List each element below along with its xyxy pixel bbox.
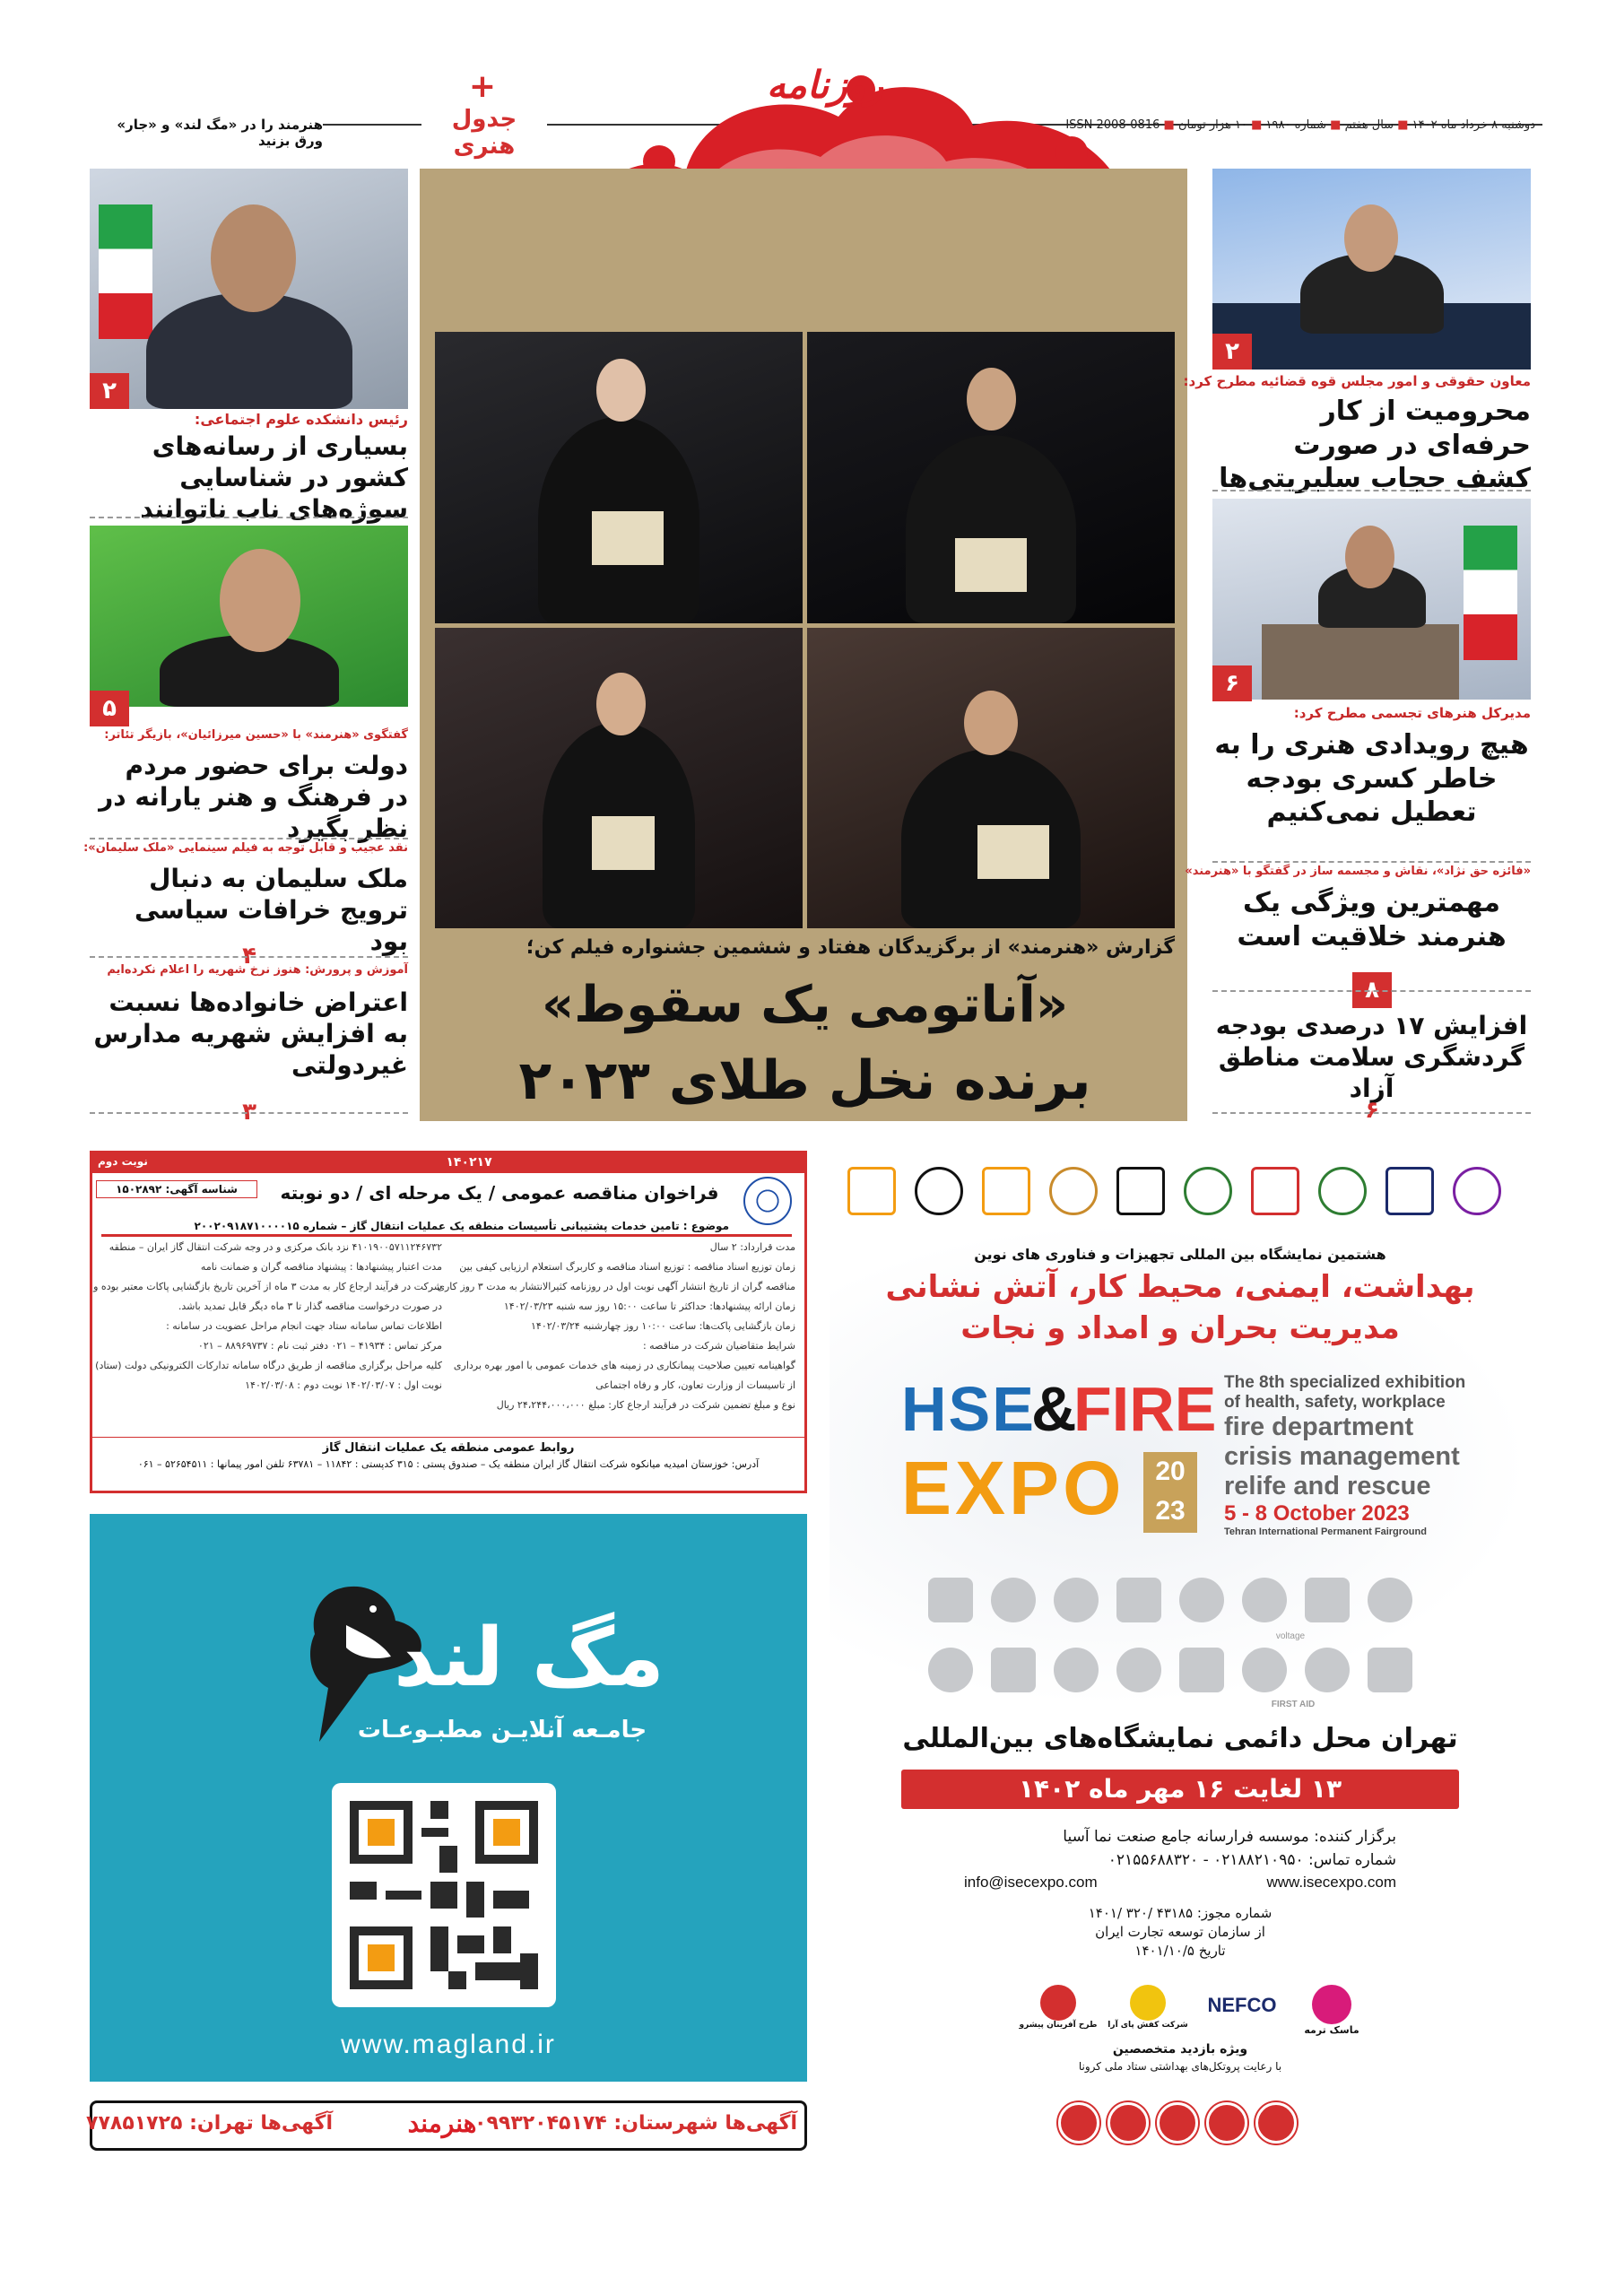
masthead-info: دوشنبه ۸ خرداد ماه ۱۴۰۲ ■ سال هفتم ■ شماره ۱۹۸۰ ■ ۱۰ هزار تومان ■ ISSN 2008-0816: [1065, 118, 1535, 132]
tender-subject: موضوع : تامین خدمات پشتیبانی تأسیسات منطقه یک عملیات انتقال گاز – شماره ۲۰۰۲۰۹۱۸۷۱۰۰۰۰۱۵: [194, 1220, 729, 1232]
sponsor-terme: [1296, 1985, 1368, 2036]
center-headline-2[interactable]: برنده نخل طلای ۲۰۲۳: [518, 1049, 1091, 1112]
expo-english-text: [1224, 1373, 1511, 1537]
extinguisher-icon: [1054, 1648, 1099, 1692]
photo-cannes-3: [435, 628, 803, 928]
kicker: رئیس دانشکده علوم اجتماعی:: [194, 411, 408, 428]
expo-permit: [964, 1904, 1396, 1961]
expo-website[interactable]: www.isecexpo.com: [1266, 1874, 1396, 1891]
kicker: نقد عجیب و قابل توجه به فیلم سینمایی «ملک سلیمان»:: [83, 841, 408, 855]
en-line-4: crisis management: [1224, 1442, 1460, 1471]
tender-footer-address: آدرس: خوزستان امیدیه میانکوه شرکت انتقال گاز ایران منطقه یک – صندوق پستی : ۳۱۵ کدپستی : ۱۱۸۴۲ – ۶۳۷۸۱ تلفن امور پیمانها : ۵۲۶۵۴۵۱۱ – ۰۶۱: [137, 1458, 760, 1470]
divider: [1212, 861, 1531, 863]
expo-dates-fa: ۱۳ لغایت ۱۶ مهر ماه ۱۴۰۲: [901, 1770, 1459, 1809]
logo-top-word: روزنامه: [766, 63, 884, 107]
terme-logo-icon: [1312, 1985, 1351, 2024]
tender-term-line: مرکز تماس : ۴۱۹۳۴ – ۰۲۱ دفتر ثبت نام : ۸۸۹۶۹۷۳۷ – ۰۲۱: [197, 1340, 442, 1352]
read-online-text: هنرمند را در «مگ لند» و «جار» ورق بزنید: [90, 115, 323, 151]
tender-ad-id: شناسه آگهی: ۱۵۰۲۸۹۲: [96, 1180, 257, 1198]
expo-ad[interactable]: [830, 1151, 1531, 2082]
page-number: ۳: [242, 1099, 256, 1126]
footer-logo: هنرمند: [407, 2109, 477, 2138]
tender-round: نوبت دوم: [98, 1155, 148, 1168]
mask-required-icon: [1157, 2102, 1198, 2144]
tender-term-line: مدت اعتبار پیشنهادها : پیشنهاد مناقصه گران و ضمانت نامه: [200, 1261, 442, 1273]
distance-icon: [1206, 2102, 1247, 2144]
tender-term-line: کلیه مراحل برگزاری مناقصه از طریق درگاه سامانه تدارکات الکترونیکی دولت (ستاد): [95, 1360, 442, 1371]
expo-title-1: بهداشت، ایمنی، محیط کار، آتش نشانی: [885, 1269, 1475, 1305]
sponsor-logo-icon: [1049, 1167, 1098, 1215]
face-shield-icon: [1179, 1648, 1224, 1692]
page-number: ۴: [242, 943, 256, 970]
safety-icons-grid: [928, 1578, 1430, 1712]
vest-icon: [1179, 1578, 1224, 1622]
sponsor-logo-icon: [982, 1167, 1030, 1215]
headline[interactable]: مهمترین ویژگی یک هنرمند خلاقیت است: [1237, 887, 1507, 952]
terme-name: ماسک ترمه: [1304, 2024, 1359, 2036]
sponsor-logo-icon: [915, 1167, 963, 1215]
tender-term-line: در صورت درخواست مناقصه گذار تا ۳ ماه دیگر قابل تمدید باشد.: [178, 1300, 442, 1312]
kicker: آموزش و پرورش: هنوز نرخ شهریه را اعلام نکرده‌ایم: [107, 963, 408, 977]
photo-cannes-2: [807, 332, 1175, 623]
permit-2: از سازمان توسعه تجارت ایران: [1095, 1924, 1265, 1940]
first-aid-icon: [1305, 1648, 1350, 1692]
welding-icon: [1116, 1648, 1161, 1692]
tender-term-line: زمان ارائه پیشنهادها: حداکثر تا ساعت ۱۵:۰۰ روز سه شنبه ۱۴۰۲/۰۳/۲۳: [503, 1300, 795, 1312]
year-part-2: 23: [1155, 1496, 1186, 1526]
expo-venue-fa: تهران محل دائمی نمایشگاه‌های بین‌المللی: [902, 1723, 1458, 1754]
tender-term-line: از تاسیسات از وزارت تعاون، کار و رفاه اجتماعی: [595, 1379, 795, 1391]
first-aid-label: FIRST AID: [1271, 1700, 1316, 1709]
en-line-3: fire department: [1224, 1413, 1414, 1441]
magland-ad[interactable]: [90, 1514, 807, 2082]
photo-dean: [90, 169, 408, 409]
tender-term-line: زمان بازگشایی پاکت‌ها: ساعت ۱۰:۰۰ روز چهارشنبه ۱۴۰۲/۰۳/۲۴: [531, 1320, 795, 1332]
sponsor-logo-icon: [1251, 1167, 1299, 1215]
divider: [1212, 1112, 1531, 1114]
divider: [90, 517, 408, 518]
corona-note: با رعایت پروتکل‌های بهداشتی ستاد ملی کرونا: [1078, 2060, 1282, 2073]
tender-ad[interactable]: [90, 1151, 807, 1493]
en-line-2: of health, safety, workplace: [1224, 1393, 1446, 1412]
skull-icon: [1305, 1578, 1350, 1622]
photo-judiciary: [1212, 169, 1531, 370]
magland-tagline: جامـعه آنلایـن مطبـوعـات: [357, 1717, 647, 1744]
kicker: گفتگوی «هنرمند» با «حسین میرزائیان»، بازیگر تئاتر:: [104, 728, 408, 742]
mask-icon: [1054, 1578, 1099, 1622]
issn-line: ISSN 2008-0816: [1065, 118, 1160, 132]
headline[interactable]: دولت برای حضور مردم در فرهنگ و هنر یارانه در نظر بگیرد: [99, 751, 408, 843]
tender-term-line: گواهینامه تعیین صلاحیت پیمانکاری در زمینه های خدمات عمومی با امور بهره برداری: [453, 1360, 795, 1371]
organizer: برگزار کننده: موسسه فرارسانه جامع صنعت نما آسیا: [1063, 1828, 1396, 1846]
headline[interactable]: افزایش ۱۷ درصدی بودجه گردشگری سلامت مناطق آزاد: [1215, 1011, 1528, 1103]
tender-subject-bar: [101, 1234, 792, 1237]
sponsor-logo-icon: [1116, 1167, 1165, 1215]
sponsor-paye-ara: [1108, 1985, 1188, 2030]
divider: [90, 1112, 408, 1114]
tender-code: ۱۴۰۲۱۷: [446, 1155, 492, 1170]
en-dates: 5 - 8 October 2023: [1224, 1501, 1410, 1526]
divider: [1212, 490, 1531, 491]
permit-3: تاریخ ۱۴۰۱/۱۰/۵: [1134, 1943, 1226, 1959]
tender-term-line: مناقصه گران از تاریخ انتشار آگهی نوبت اول در روزنامه کثیرالانتشار به مدت ۳ روز کاری: [437, 1281, 795, 1292]
divider: [90, 956, 408, 958]
tender-term-line: نوع و مبلغ تضمین شرکت در فرآیند ارجاع کار: مبلغ ۲۴،۲۴۴،۰۰۰،۰۰۰ ریال: [496, 1399, 795, 1411]
wash-hands-icon: [1108, 2102, 1149, 2144]
qr-code-pattern: [332, 1783, 556, 2007]
sponsor-nefco: [1197, 1994, 1287, 2017]
headline[interactable]: ملک سلیمان به دنبال ترویج خرافات سیاسی بود: [134, 864, 408, 956]
footer-left-ad[interactable]: آگهی‌ها تهران: ۷۷۸۵۱۷۲۵: [86, 2112, 333, 2135]
tender-term-line: ۴۱۰۱۹۰۰۵۷۱۱۲۴۶۷۳۲ نزد بانک مرکزی و در وجه شرکت انتقال گاز ایران – منطقه: [109, 1241, 442, 1253]
tarh-logo-icon: [1040, 1985, 1076, 2021]
covid-protocol-icons: [1058, 2099, 1309, 2149]
head-protect-icon: [928, 1648, 973, 1692]
photo-actor: [90, 526, 408, 707]
center-kicker: گزارش «هنرمند» از برگزیدگان هفتاد و ششمین جشنواره فیلم کن؛: [526, 936, 1175, 959]
person-icon: [1116, 1578, 1161, 1622]
sponsor-tarh: [1018, 1985, 1099, 2030]
tender-term-line: زمان توزیع اسناد مناقصه : توزیع اسناد مناقصه و کاربرگ استعلام ارزیابی کیفی بین: [459, 1261, 795, 1273]
headline[interactable]: بسیاری از رسانه‌های کشور در شناسایی سوژه‌های ناب ناتوانند: [140, 431, 408, 524]
page-number: ۲: [90, 373, 129, 409]
photo-visual-arts: [1212, 499, 1531, 700]
sponsor-logo-icon: [1385, 1167, 1434, 1215]
photo-cannes-1: [435, 332, 803, 623]
footer-ad-bar: [86, 2100, 807, 2151]
tender-terms-right: [437, 1241, 795, 1421]
plus-icon: +: [468, 68, 497, 105]
helmet-icon: [1242, 1578, 1287, 1622]
tender-term-line: اطلاعات تماس سامانه ستاد جهت انجام مراحل عضویت در سامانه :: [166, 1320, 442, 1332]
expo-title-2: مدیریت بحران و امداد و نجات: [960, 1310, 1400, 1346]
divider: [90, 838, 408, 839]
tender-term-line: مدت قرارداد: ۲ سال: [709, 1241, 795, 1253]
nefco-name: NEFCO: [1207, 1994, 1277, 2016]
tender-title: فراخوان مناقصه عمومی / یک مرحله ای / دو نوبته: [280, 1182, 719, 1204]
sponsor-logo-icon: [1318, 1167, 1367, 1215]
logo-amp: &: [1031, 1374, 1077, 1444]
headline[interactable]: هیچ رویدادی هنری را به خاطر کسری بودجه تعطیل نمی‌کنیم: [1214, 729, 1529, 828]
gas-company-logo: [743, 1177, 792, 1225]
divider: [1212, 990, 1531, 992]
center-headline-1[interactable]: «آناتومی یک سقوط»: [541, 976, 1069, 1034]
ear-protect-icon: [991, 1648, 1036, 1692]
footer-right-ad[interactable]: آگهی‌ها شهرستان: ۰۹۹۳۲۰۴۵۱۷۴: [474, 2112, 797, 2135]
headline[interactable]: اعتراض خانواده‌ها نسبت به افزایش شهریه مدارس غیردولتی: [93, 987, 408, 1080]
issue-line: شماره ۱۹۸۰: [1265, 118, 1327, 132]
permit-1: شماره مجوز: ۴۳۱۸۵ /۳۲۰ /۱۴۰۱: [1088, 1905, 1273, 1921]
page-number: ۶: [1365, 1097, 1379, 1124]
sponsor-logo-icon: [1184, 1167, 1232, 1215]
kicker: «فائزه حق نژاد»، نقاش و مجسمه ساز در گفتگو با «هنرمند»: [1185, 865, 1531, 878]
phone: شماره تماس: ۰۲۱۸۸۲۱۰۹۵۰ - ۰۲۱۵۵۶۸۸۳۲۰: [1108, 1851, 1396, 1869]
paye-ara-name: شرکت کفش پای آرا: [1108, 2021, 1188, 2030]
sponsor-logo-icon: [1453, 1167, 1501, 1215]
year-line: سال هفتم: [1344, 118, 1394, 132]
goggles-icon: [991, 1578, 1036, 1622]
tender-terms-left: [93, 1241, 442, 1421]
logo-hse: HSE: [901, 1374, 1036, 1444]
expo-email[interactable]: info@isecexpo.com: [964, 1874, 1098, 1891]
expo-year-badge: [1143, 1452, 1197, 1533]
voltage-label: voltage: [1275, 1631, 1306, 1641]
en-venue: Tehran International Permanent Fairground: [1224, 1526, 1427, 1537]
logo-fire: FIRE: [1073, 1374, 1217, 1444]
page-number: ۵: [90, 691, 129, 726]
expo-intro: هشتمین نمایشگاه بین المللی تجهیزات و فناوری های نوین: [974, 1246, 1386, 1263]
sponsor-logo-icon: [847, 1167, 896, 1215]
en-line-5: relife and rescue: [1224, 1472, 1431, 1500]
year-part-1: 20: [1155, 1457, 1186, 1486]
headline[interactable]: محرومیت از کار حرفه‌ای در صورت کشف حجاب سلبریتی‌ها: [1219, 396, 1531, 494]
paye-ara-logo-icon: [1130, 1985, 1166, 2021]
tender-term-line: نوبت اول : ۱۴۰۲/۰۳/۰۷ نوبت دوم : ۱۴۰۲/۰۳/۰۸: [245, 1379, 442, 1391]
date-line: دوشنبه ۸ خرداد ماه ۱۴۰۲: [1412, 118, 1535, 132]
glove-icon: [1368, 1648, 1412, 1692]
tender-term-line: شرکت در فرآیند ارجاع کار به مدت ۳ ماه از آخرین تاریخ بازگشایی پاکات معتبر بوده و: [93, 1281, 442, 1292]
photo-cannes-4: [807, 628, 1175, 928]
qr-code[interactable]: [332, 1783, 556, 2007]
chemical-icon: [1242, 1648, 1287, 1692]
en-line-1: The 8th specialized exhibition: [1224, 1373, 1466, 1392]
page-number: ۸: [1352, 972, 1392, 1008]
tender-footer-title: روابط عمومی منطقه یک عملیات انتقال گاز: [92, 1437, 804, 1455]
price-line: ۱۰ هزار تومان: [1177, 118, 1247, 132]
sponsor-logos-row: [847, 1163, 1520, 1219]
special-visit: ویژه بازدید متخصصین: [1112, 2042, 1248, 2057]
no-crowd-icon: [1255, 2102, 1297, 2144]
page-number: ۲: [1212, 334, 1252, 370]
tarh-name: طرح آفرینان پیشرو: [1019, 2021, 1098, 2030]
magland-url[interactable]: www.magland.ir: [341, 2030, 556, 2059]
page-number: ۶: [1212, 665, 1252, 701]
logo-expo: EXPO: [901, 1446, 1125, 1530]
no-handshake-icon: [1058, 2102, 1099, 2144]
expo-contact: [964, 1825, 1396, 1872]
safety-glasses-icon: [1368, 1578, 1412, 1622]
tender-term-line: شرایط متقاضیان شرکت در مناقصه :: [642, 1340, 795, 1352]
jadval-link[interactable]: جدول هنری: [421, 106, 547, 160]
boot-icon: [928, 1578, 973, 1622]
magland-logo: مگ لند: [394, 1611, 665, 1705]
kicker: مدیرکل هنرهای تجسمی مطرح کرد:: [1293, 705, 1531, 721]
kicker: معاون حقوقی و امور مجلس قوه قضائیه مطرح کرد:: [1183, 373, 1531, 389]
